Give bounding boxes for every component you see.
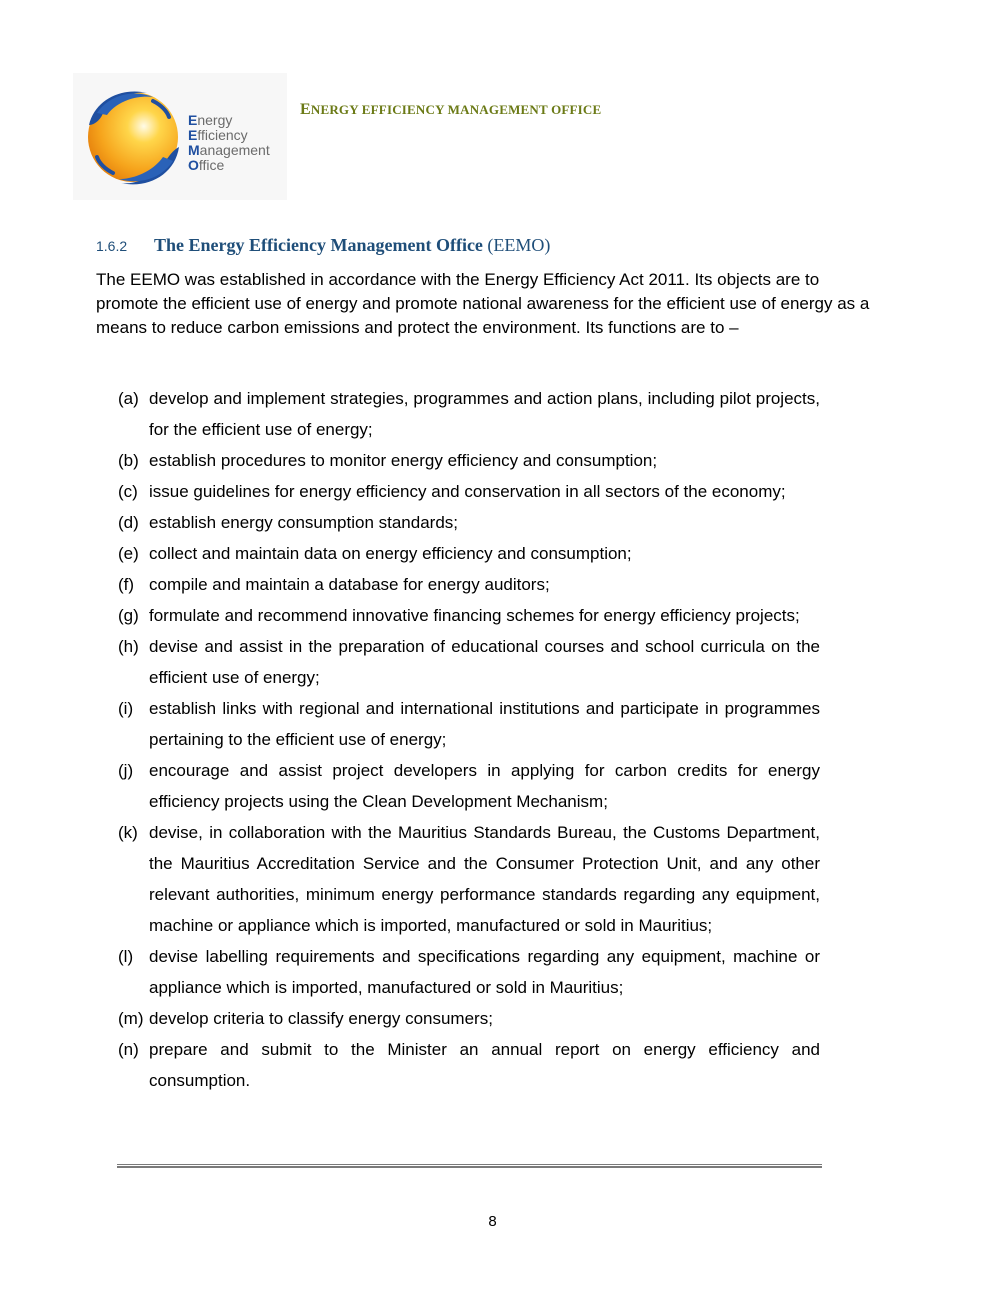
logo-line-rest: nergy <box>197 112 233 128</box>
list-item <box>118 600 820 631</box>
list-item-marker: (d) <box>118 513 139 532</box>
list-item-marker: (h) <box>118 637 139 656</box>
logo-line <box>188 128 270 143</box>
list-item-marker: (l) <box>118 947 134 966</box>
logo-line <box>188 143 270 158</box>
eemo-sun-hands-logo-icon <box>83 83 187 191</box>
list-item-marker: (a) <box>118 389 139 408</box>
list-item-marker: (i) <box>118 699 134 718</box>
list-item-text: devise and assist in the preparation of educational courses and school curricula on the efficient use of energy; <box>149 637 820 687</box>
list-item <box>118 538 820 569</box>
list-item-text: develop and implement strategies, programmes and action plans, including pilot projects, for the efficient use of energy; <box>149 389 820 439</box>
list-item-marker: (c) <box>118 482 138 501</box>
list-item-marker: (g) <box>118 606 139 625</box>
logo-line-cap: E <box>188 112 198 128</box>
logo-line-rest: ffice <box>198 157 225 173</box>
section-suffix: (EEMO) <box>487 235 551 255</box>
list-item <box>118 941 820 1003</box>
header-logo <box>73 73 287 200</box>
footer-divider <box>117 1164 822 1168</box>
list-item <box>118 755 820 817</box>
section-intro-paragraph: The EEMO was established in accordance with the Energy Efficiency Act 2011. Its objects are to promote the efficient use of energy and promote national awareness for the efficient use of energy as a means to reduce carbon emissions and protect the environment. Its functions are to – <box>96 270 870 337</box>
list-item-marker: (k) <box>118 823 138 842</box>
list-item <box>118 693 820 755</box>
list-item-marker: (b) <box>118 451 139 470</box>
logo-line-cap: E <box>188 127 198 143</box>
list-item <box>118 383 820 445</box>
logo-wordmark <box>188 113 270 173</box>
section-heading <box>96 235 550 256</box>
list-item-text: develop criteria to classify energy consumers; <box>149 1009 493 1028</box>
logo-line-cap: O <box>188 157 199 173</box>
section-number: 1.6.2 <box>96 238 128 254</box>
list-item-text: devise labelling requirements and specifications regarding any equipment, machine or appliance which is imported, manufactured or sold in Mauritius; <box>149 947 820 997</box>
list-item-text: establish links with regional and international institutions and participate in programmes pertaining to the efficient use of energy; <box>149 699 820 749</box>
list-item-marker: (j) <box>118 761 134 780</box>
list-item-text: establish procedures to monitor energy efficiency and consumption; <box>149 451 658 470</box>
header-title-rest: NERGY EFFICIENCY MANAGEMENT OFFICE <box>310 102 602 117</box>
list-item-text: formulate and recommend innovative financing schemes for energy efficiency projects; <box>149 606 800 625</box>
list-item <box>118 445 820 476</box>
list-item-text: issue guidelines for energy efficiency and conservation in all sectors of the economy; <box>149 482 786 501</box>
list-item <box>118 1003 820 1034</box>
header-title-initial: E <box>300 101 311 118</box>
list-item-text: prepare and submit to the Minister an annual report on energy efficiency and consumption. <box>149 1040 820 1090</box>
logo-line-rest: fficiency <box>197 127 248 143</box>
list-item <box>118 817 820 941</box>
list-item <box>118 569 820 600</box>
list-item-text: establish energy consumption standards; <box>149 513 459 532</box>
page-number: 8 <box>488 1213 497 1230</box>
list-item <box>118 1034 820 1096</box>
list-item-marker: (f) <box>118 575 135 594</box>
logo-line-rest: anagement <box>199 142 270 158</box>
list-item-text: collect and maintain data on energy efficiency and consumption; <box>149 544 632 563</box>
logo-line-cap: M <box>188 142 200 158</box>
logo-line <box>188 158 270 173</box>
list-item-text: compile and maintain a database for energy auditors; <box>149 575 550 594</box>
list-item <box>118 631 820 693</box>
list-item-text: encourage and assist project developers in applying for carbon credits for energy efficiency projects using the Clean Development Mechanism; <box>149 761 820 811</box>
functions-list <box>118 383 820 1096</box>
list-item-marker: (n) <box>118 1040 139 1059</box>
list-item-text: devise, in collaboration with the Mauritius Standards Bureau, the Customs Department, the Mauritius Accreditation Service and the Consumer Protection Unit, and any other relevant authorities, minimum energy performance standards regarding any equipment, machine or appliance which is imported, manufactured or sold in Mauritius; <box>149 823 820 935</box>
list-item <box>118 476 820 507</box>
running-header-title <box>300 101 601 119</box>
list-item <box>118 507 820 538</box>
logo-line <box>188 113 270 128</box>
list-item-marker: (e) <box>118 544 139 563</box>
list-item-marker: (m) <box>118 1009 144 1028</box>
section-title: The Energy Efficiency Management Office <box>154 235 483 255</box>
